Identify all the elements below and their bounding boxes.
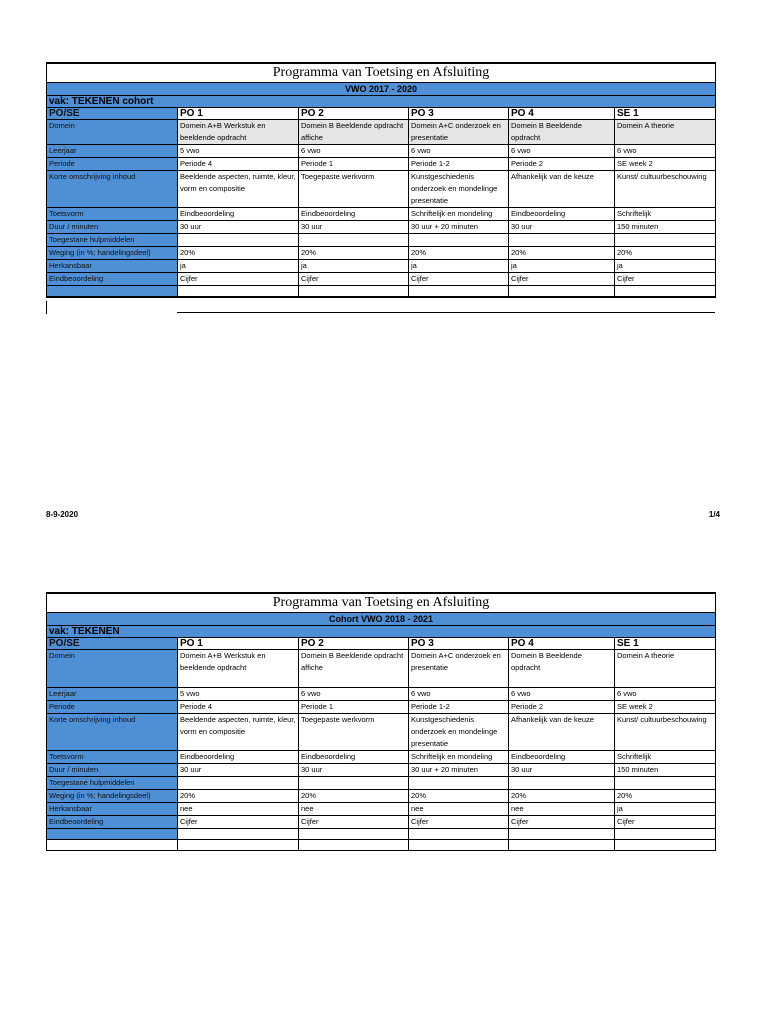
empty-cell [509,840,615,851]
empty-cell [509,829,615,840]
empty-cell [509,286,615,297]
table-cell: Domein B Beeldende opdracht affiche [299,650,409,688]
row-label: Duur / minuten [47,221,178,234]
row-label: Domein [47,650,178,688]
row-label: Eindbeoordeling [47,816,178,829]
table-cell: Cijfer [615,816,716,829]
table-cell: Cijfer [509,273,615,286]
table-cell: 30 uur [178,221,299,234]
empty-cell [409,829,509,840]
table-subtitle: Cohort VWO 2018 - 2021 [47,613,716,626]
row-label: Toetsvorm [47,208,178,221]
empty-cell [299,286,409,297]
table-cell: 20% [178,790,299,803]
table-cell: Cijfer [299,273,409,286]
table-cell: 20% [409,247,509,260]
row-label: Toegestane hulpmiddelen [47,234,178,247]
table-cell: Toegepaste werkvorm [299,171,409,208]
table-cell: Periode 2 [509,158,615,171]
header-cell: PO 2 [299,108,409,120]
row-label: Toetsvorm [47,751,178,764]
table-cell: Eindbeoordeling [299,208,409,221]
empty-cell [615,829,716,840]
table-cell: ja [299,260,409,273]
header-cell: PO/SE [47,638,178,650]
table-cell: Schriftelijk [615,751,716,764]
table-cell: SE week 2 [615,701,716,714]
table-cell [409,234,509,247]
horizontal-rule [177,312,715,313]
table-cell [178,234,299,247]
table-cell: 6 vwo [299,145,409,158]
table-row [47,234,716,247]
table-cell: 20% [409,790,509,803]
table-title: Programma van Toetsing en Afsluiting [47,593,716,613]
table-cell: ja [409,260,509,273]
subject-label: vak: TEKENEN cohort [47,96,716,108]
row-label: Korte omschrijving inhoud [47,714,178,751]
table-title: Programma van Toetsing en Afsluiting [47,63,716,83]
table-cell: Kunst/ cultuurbeschouwing [615,714,716,751]
table-cell: 6 vwo [409,688,509,701]
table-cell: Periode 1-2 [409,158,509,171]
table-cell: 30 uur + 20 minuten [409,221,509,234]
empty-cell [409,840,509,851]
table-cell: 20% [178,247,299,260]
table-cell: nee [299,803,409,816]
table-cell: nee [509,803,615,816]
table-cell: 20% [299,790,409,803]
empty-cell [47,829,178,840]
table-cell: Eindbeoordeling [299,751,409,764]
table-cell: Kunstgeschiedenis onderzoek en mondelinge presentatie [409,714,509,751]
table-cell: Cijfer [299,816,409,829]
table-cell [615,777,716,790]
row-label: Herkansbaar [47,803,178,816]
empty-cell [178,829,299,840]
table-cell: ja [509,260,615,273]
table-cell: Schriftelijk en mondeling [409,751,509,764]
table-cell: Periode 1 [299,158,409,171]
row-label: Leerjaar [47,688,178,701]
header-cell: PO 1 [178,108,299,120]
table-cell: Cijfer [178,816,299,829]
table-cell: Beeldende aspecten, ruimte, kleur, vorm en compositie [178,714,299,751]
header-cell: PO 4 [509,108,615,120]
empty-cell [615,840,716,851]
table-cell: 6 vwo [409,145,509,158]
table-cell: Domein A+C onderzoek en presentatie [409,120,509,145]
table-cell: Domein A+C onderzoek en presentatie [409,650,509,688]
empty-cell [47,286,178,297]
header-cell: PO 4 [509,638,615,650]
empty-cell [409,286,509,297]
table-cell: Eindbeoordeling [509,208,615,221]
table-cell: 30 uur [299,764,409,777]
table-cell [299,777,409,790]
table-cell: 30 uur [509,221,615,234]
table-cell: Periode 1 [299,701,409,714]
table-row [47,650,716,688]
table-cell: Domein B Beeldende opdracht [509,650,615,688]
table-cell: SE week 2 [615,158,716,171]
row-label: Weging (in %; handelingsdeel) [47,247,178,260]
text-cursor [46,301,47,314]
table-cell [178,777,299,790]
header-cell: PO 2 [299,638,409,650]
table-cell: Periode 1-2 [409,701,509,714]
header-cell: PO/SE [47,108,178,120]
table-cell: 20% [509,790,615,803]
pta-table-1 [46,62,716,298]
table-cell: Domein A theorie [615,120,716,145]
row-label: Periode [47,701,178,714]
table-cell: Afhankelijk van de keuze [509,714,615,751]
row-label: Herkansbaar [47,260,178,273]
table-cell: 150 minuten [615,764,716,777]
table-row [47,816,716,829]
table-row [47,273,716,286]
table-row [47,120,716,145]
empty-cell [178,286,299,297]
table-cell: Domein B Beeldende opdracht [509,120,615,145]
table-cell: 6 vwo [299,688,409,701]
table-cell [509,777,615,790]
table-row [47,777,716,790]
table-cell: Domein A+B Werkstuk en beeldende opdracht [178,120,299,145]
table-cell: Cijfer [409,273,509,286]
table-cell: ja [178,260,299,273]
table-row [47,688,716,701]
table-cell [299,234,409,247]
table-cell: 6 vwo [615,688,716,701]
header-cell: SE 1 [615,108,716,120]
table-cell: Eindbeoordeling [178,208,299,221]
row-label: Duur / minuten [47,764,178,777]
header-cell: PO 1 [178,638,299,650]
table-row [47,803,716,816]
table-row [47,208,716,221]
row-label: Periode [47,158,178,171]
table-cell: 6 vwo [509,145,615,158]
table-subtitle: VWO 2017 - 2020 [47,83,716,96]
table-row [47,158,716,171]
table-cell: Cijfer [615,273,716,286]
table-cell [409,777,509,790]
table-row [47,790,716,803]
table-cell: nee [409,803,509,816]
table-row [47,701,716,714]
empty-cell [47,840,178,851]
header-cell: SE 1 [615,638,716,650]
table-cell: Cijfer [409,816,509,829]
table-cell: Periode 2 [509,701,615,714]
table-cell: Schriftelijk [615,208,716,221]
table-row [47,260,716,273]
table-cell: Domein B Beeldende opdracht affiche [299,120,409,145]
header-cell: PO 3 [409,638,509,650]
table-cell: 6 vwo [509,688,615,701]
row-label: Toegestane hulpmiddelen [47,777,178,790]
table-cell [509,234,615,247]
row-label: Weging (in %; handelingsdeel) [47,790,178,803]
row-label: Leerjaar [47,145,178,158]
header-cell: PO 3 [409,108,509,120]
table-cell: 20% [615,790,716,803]
table-cell: Toegepaste werkvorm [299,714,409,751]
table-cell: Afhankelijk van de keuze [509,171,615,208]
empty-cell [299,840,409,851]
table-cell: Eindbeoordeling [509,751,615,764]
table-cell: 30 uur [509,764,615,777]
table-row [47,286,716,297]
table-cell: 20% [509,247,615,260]
row-label: Korte omschrijving inhoud [47,171,178,208]
table-cell: Domein A theorie [615,650,716,688]
table-cell: 30 uur [299,221,409,234]
empty-cell [299,829,409,840]
table-row [47,247,716,260]
row-label: Eindbeoordeling [47,273,178,286]
table-cell: ja [615,260,716,273]
pta-table-2 [46,592,716,851]
row-label: Domein [47,120,178,145]
table-cell: 6 vwo [615,145,716,158]
table-row [47,171,716,208]
table-row [47,714,716,751]
table-cell: Cijfer [178,273,299,286]
table-cell: 20% [615,247,716,260]
table-cell: ja [615,803,716,816]
table-row [47,221,716,234]
empty-cell [178,840,299,851]
table-cell [615,234,716,247]
table-cell: 5 vwo [178,688,299,701]
subject-label: vak: TEKENEN [47,626,716,638]
table-cell: Periode 4 [178,701,299,714]
table-cell: Eindbeoordeling [178,751,299,764]
table-row [47,829,716,840]
table-row [47,764,716,777]
empty-cell [615,286,716,297]
table-cell: Domein A+B Werkstuk en beeldende opdracht [178,650,299,688]
table-cell: Kunst/ cultuurbeschouwing [615,171,716,208]
table-cell: nee [178,803,299,816]
footer-date: 8-9-2020 [46,510,79,519]
table-cell: 30 uur + 20 minuten [409,764,509,777]
table-cell: 30 uur [178,764,299,777]
table-cell: 20% [299,247,409,260]
table-cell: Kunstgeschiedenis onderzoek en mondelinge presentatie [409,171,509,208]
table-row [47,145,716,158]
table-cell: Schriftelijk en mondeling [409,208,509,221]
table-cell: Beeldende aspecten, ruimte, kleur, vorm en compositie [178,171,299,208]
table-row [47,751,716,764]
table-cell: Cijfer [509,816,615,829]
table-row [47,840,716,851]
table-cell: 5 vwo [178,145,299,158]
table-cell: 150 minuten [615,221,716,234]
table-cell: Periode 4 [178,158,299,171]
footer-page-number: 1/4 [708,510,720,519]
